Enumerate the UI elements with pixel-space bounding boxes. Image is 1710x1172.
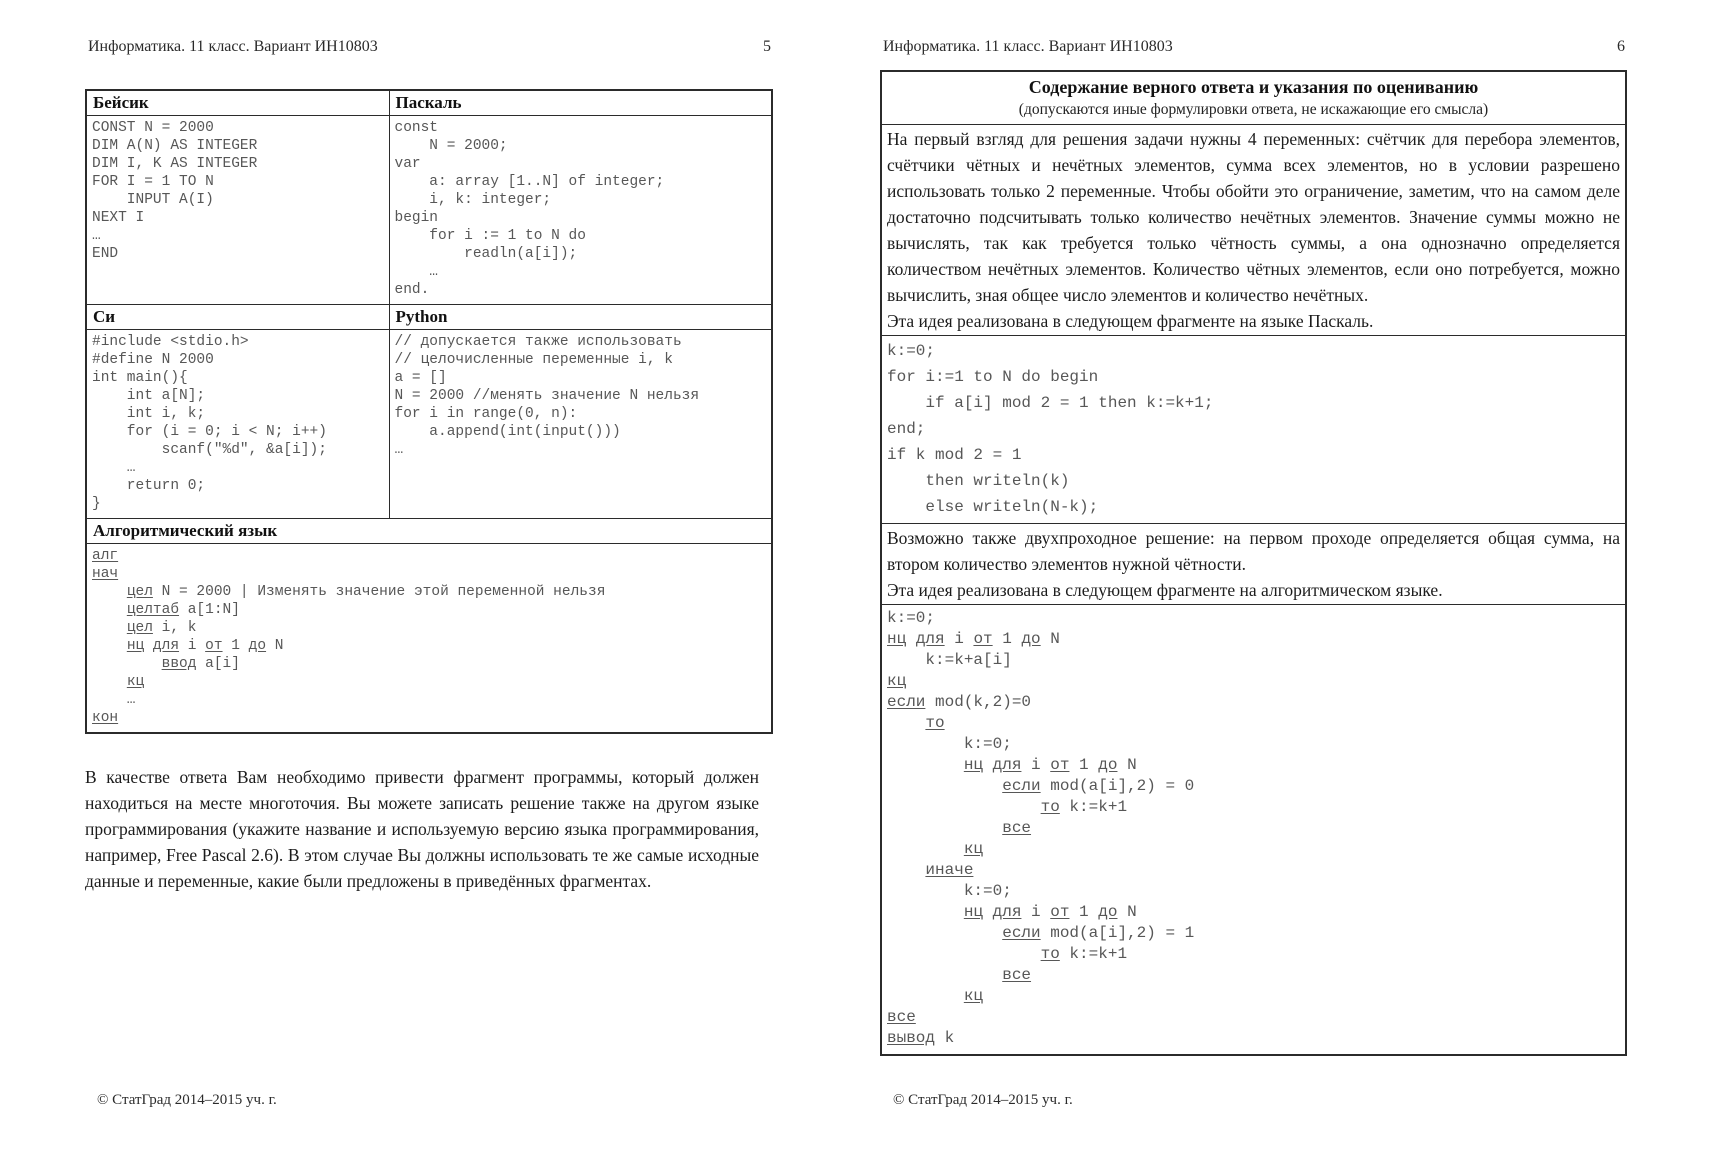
table-header-algorithmic: Алгоритмический язык	[86, 519, 772, 544]
code-line: for (i = 0; i < N; i++)	[92, 424, 327, 440]
code-line: readln(a[i]);	[394, 246, 578, 262]
answer-title-cell	[881, 71, 1626, 125]
code-line: end;	[887, 420, 926, 438]
explanation-text: На первый взгляд для решения задачи нужны 4 переменных: счётчик для перебора элементов, счётчики чётных и нечётных элементов, сумма всех элементов, но в условии разрешено использовать только 2 переменные. Чтобы обойти это ограничение, заметим, что на самом деле достаточно подсчитывать только количество нечётных элементов. Значение суммы можно не вычислять, так как требуется только чётность суммы, а она однозначно определяется количеством нечётных элементов. Количество чётных элементов, если оно потребуется, можно вычислить, зная общее число элементов и количество нечётных.	[887, 129, 1620, 305]
code-line: // допускается также использовать	[394, 334, 682, 350]
code-line: нц для i от 1 до N	[963, 903, 1137, 921]
code-line: то k:=k+1	[1040, 798, 1128, 816]
code-line: a: array [1..N] of integer;	[394, 174, 665, 190]
code-line: const	[394, 120, 439, 136]
code-line: k:=k+a[i]	[887, 651, 1012, 669]
explanation-tail: Эта идея реализована в следующем фрагменте на языке Паскаль.	[887, 311, 1374, 331]
code-line: нач	[92, 566, 119, 582]
note-text: Возможно также двухпроходное решение: на первом проходе определяется общая сумма, на втором количество элементов нужной чётности.	[887, 528, 1620, 574]
python-code-cell	[389, 330, 772, 519]
algorithmic-code-block	[92, 545, 766, 731]
code-line: …	[92, 692, 136, 708]
basic-code-block	[92, 117, 384, 267]
algorithmic-solution-cell	[881, 605, 1626, 1056]
code-line: нц для i от 1 до N	[126, 638, 284, 654]
table-header-basic: Бейсик	[86, 90, 389, 116]
page-number: 6	[1617, 38, 1625, 55]
c-code-block	[92, 331, 384, 517]
code-line: N = 2000;	[394, 138, 508, 154]
code-line: цел i, k	[126, 620, 197, 636]
code-line: то	[925, 714, 945, 732]
pascal-solution-cell	[881, 336, 1626, 524]
code-line: …	[394, 442, 404, 458]
code-line: FOR I = 1 TO N	[92, 174, 214, 190]
copyright-footer: © СтатГрад 2014–2015 уч. г.	[97, 1092, 277, 1108]
code-line: NEXT I	[92, 210, 145, 226]
c-code-cell	[86, 330, 389, 519]
code-line: …	[92, 228, 101, 244]
table-row	[881, 336, 1626, 524]
algorithmic-code-cell	[86, 544, 772, 734]
copyright-footer: © СтатГрад 2014–2015 уч. г.	[893, 1092, 1073, 1108]
code-line: если mod(a[i],2) = 1	[1002, 924, 1195, 942]
code-line: если mod(a[i],2) = 0	[1002, 777, 1195, 795]
code-line: k:=0;	[887, 609, 936, 627]
pascal-code-block	[395, 117, 767, 303]
code-line: return 0;	[92, 478, 206, 494]
table-row	[86, 116, 772, 305]
code-line: вывод k	[887, 1029, 955, 1047]
code-line: k:=0;	[887, 882, 1012, 900]
page-6	[880, 38, 1627, 1056]
code-line: if k mod 2 = 1	[887, 446, 1022, 464]
table-row	[881, 125, 1626, 336]
code-line: int i, k;	[92, 406, 206, 422]
code-line: int main(){	[92, 370, 188, 386]
code-line: // целочисленные переменные i, k	[394, 352, 673, 368]
code-line: INPUT A(I)	[92, 192, 214, 208]
code-line: цел N = 2000 | Изменять значение этой переменной нельзя	[126, 584, 606, 600]
page-header	[85, 38, 773, 56]
task-instructions-paragraph: В качестве ответа Вам необходимо привести фрагмент программы, который должен находиться на месте многоточия. Вы можете записать решение также на другом языке программирования (укажите название и используемую версию языка программирования, например, Free Pascal 2.6). В этом случае Вы должны использовать те же самые исходные данные и переменные, какие были предложены в приведённых фрагментах.	[85, 767, 759, 891]
code-line: кц	[963, 840, 984, 858]
code-line: алг	[92, 548, 119, 564]
code-line: ввод a[i]	[161, 656, 240, 672]
code-line: a.append(int(input()))	[394, 424, 621, 440]
code-line: k:=0;	[887, 735, 1012, 753]
code-line: begin	[394, 210, 439, 226]
code-line: k:=0;	[887, 342, 936, 360]
code-line: N = 2000 //менять значение N нельзя	[394, 388, 700, 404]
code-line: нц для i от 1 до N	[887, 630, 1060, 648]
code-line: END	[92, 246, 119, 262]
code-line: for i in range(0, n):	[394, 406, 578, 422]
answer-title: Содержание верного ответа и указания по оцениванию	[1028, 77, 1479, 97]
algorithmic-solution-code	[887, 606, 1620, 1053]
code-line: кц	[887, 672, 907, 690]
table-row	[881, 71, 1626, 125]
code-line: целтаб a[1:N]	[126, 602, 240, 618]
code-line: #define N 2000	[92, 352, 214, 368]
code-line: кц	[963, 987, 984, 1005]
code-line: else writeln(N-k);	[887, 498, 1099, 516]
code-line: for i:=1 to N do begin	[887, 368, 1099, 386]
code-line: a = []	[394, 370, 447, 386]
page-header-title: Информатика. 11 класс. Вариант ИН10803	[88, 38, 378, 55]
answer-table	[880, 70, 1627, 1056]
python-code-block	[395, 331, 767, 463]
code-line: scanf("%d", &a[i]);	[92, 442, 327, 458]
task-code-table	[85, 89, 773, 734]
code-line: если mod(k,2)=0	[887, 693, 1032, 711]
table-row	[86, 519, 772, 544]
code-line: нц для i от 1 до N	[963, 756, 1137, 774]
page-5	[85, 38, 773, 894]
table-row	[881, 605, 1626, 1056]
code-line: кц	[126, 674, 145, 690]
table-row	[881, 524, 1626, 605]
note-cell	[881, 524, 1626, 605]
code-line: end.	[394, 282, 430, 298]
code-line: DIM A(N) AS INTEGER	[92, 138, 258, 154]
code-line: все	[1002, 966, 1032, 984]
table-row	[86, 330, 772, 519]
pascal-code-cell	[389, 116, 772, 305]
page-header	[880, 38, 1627, 56]
pascal-solution-code	[887, 337, 1620, 522]
code-line: for i := 1 to N do	[394, 228, 586, 244]
code-line: все	[887, 1008, 916, 1026]
table-row	[86, 544, 772, 734]
table-header-pascal: Паскаль	[389, 90, 772, 116]
code-line: if a[i] mod 2 = 1 then k:=k+1;	[887, 394, 1214, 412]
page-header-title: Информатика. 11 класс. Вариант ИН10803	[883, 38, 1173, 55]
code-line: then writeln(k)	[887, 472, 1070, 490]
code-line: …	[394, 264, 439, 280]
code-line: кон	[92, 710, 119, 726]
code-line: CONST N = 2000	[92, 120, 214, 136]
table-row	[86, 90, 772, 116]
basic-code-cell	[86, 116, 389, 305]
code-line: i, k: integer;	[394, 192, 552, 208]
table-header-python: Python	[389, 305, 772, 330]
code-line: то k:=k+1	[1040, 945, 1128, 963]
answer-subtitle: (допускаются иные формулировки ответа, не искажающие его смысла)	[1018, 101, 1489, 118]
note-tail: Эта идея реализована в следующем фрагменте на алгоритмическом языке.	[887, 580, 1443, 600]
code-line: #include <stdio.h>	[92, 334, 249, 350]
code-line: иначе	[925, 861, 974, 879]
code-line: DIM I, K AS INTEGER	[92, 156, 258, 172]
code-line: …	[92, 460, 136, 476]
code-line: int a[N];	[92, 388, 206, 404]
code-line: все	[1002, 819, 1032, 837]
table-header-c: Си	[86, 305, 389, 330]
code-line: var	[394, 156, 421, 172]
table-row	[86, 305, 772, 330]
explanation-cell	[881, 125, 1626, 336]
page-number: 5	[763, 38, 771, 55]
code-line: }	[92, 496, 101, 512]
